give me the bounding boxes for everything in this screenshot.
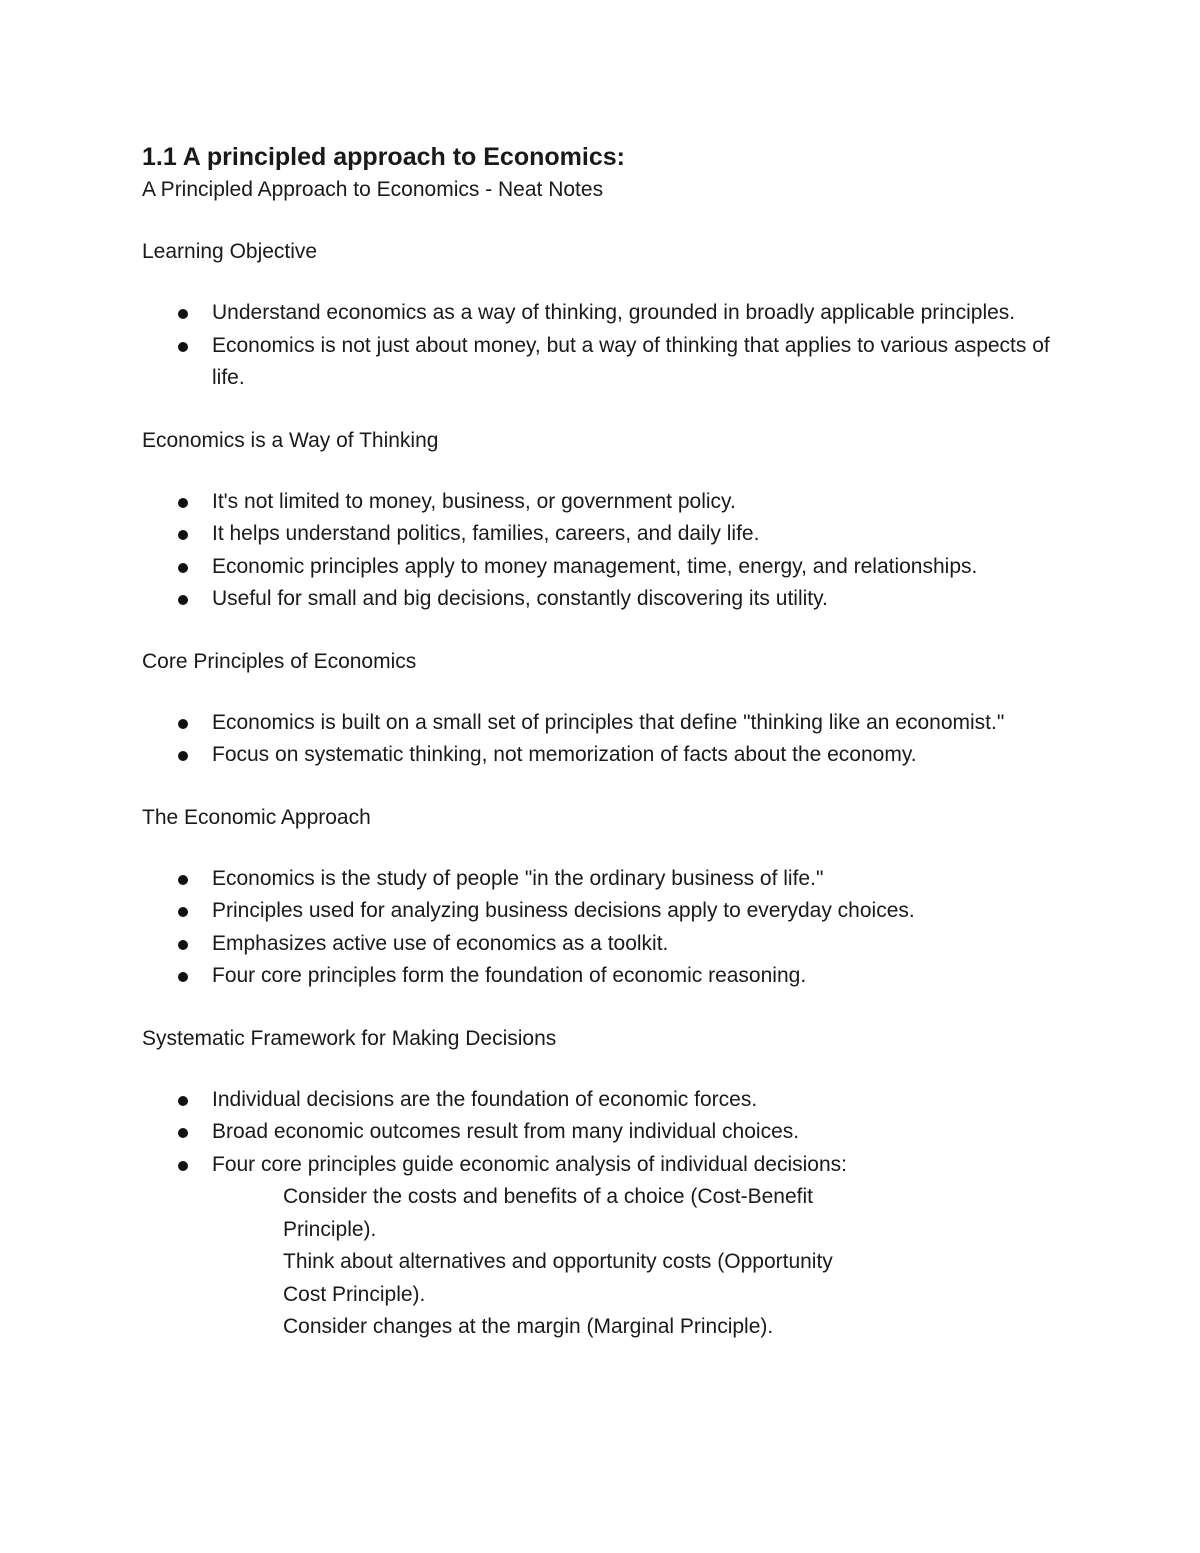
list-item xyxy=(142,707,1072,740)
list-item xyxy=(142,863,1072,896)
list-item xyxy=(142,960,1072,993)
list-item xyxy=(142,486,1072,519)
list-item-text: Understand economics as a way of thinking, grounded in broadly applicable principles. xyxy=(212,301,1016,324)
list-item xyxy=(142,895,1072,928)
bullet-dot-icon xyxy=(178,309,188,319)
bullet-list xyxy=(142,297,1062,395)
bullet-dot-icon xyxy=(178,1161,188,1171)
list-item-text: Useful for small and big decisions, constantly discovering its utility. xyxy=(212,587,828,610)
list-item-text: Economics is not just about money, but a way of thinking that applies to various aspects of life. xyxy=(212,333,1050,389)
list-item-text: Emphasizes active use of economics as a toolkit. xyxy=(212,931,669,955)
bullet-list xyxy=(142,486,1062,616)
sub-list-item: Think about alternatives and opportunity costs (Opportunity Cost Principle). xyxy=(283,1250,833,1306)
list-item xyxy=(142,1084,1072,1117)
bullet-dot-icon xyxy=(178,563,188,573)
section-heading: Learning Objective xyxy=(142,240,318,263)
bullet-dot-icon xyxy=(178,972,188,982)
section-learning-objective xyxy=(142,236,1062,395)
section-way-of-thinking xyxy=(142,425,1062,616)
bullet-dot-icon xyxy=(178,907,188,917)
list-item xyxy=(142,330,1072,395)
document-content xyxy=(142,140,1062,1344)
list-item-text: It's not limited to money, business, or government policy. xyxy=(212,489,736,513)
section-heading: Economics is a Way of Thinking xyxy=(142,428,439,452)
list-item-text: Principles used for analyzing business decisions apply to everyday choices. xyxy=(212,899,915,922)
list-item-text: It helps understand politics, families, careers, and daily life. xyxy=(212,522,760,545)
list-item xyxy=(142,297,1072,330)
section-heading: Core Principles of Economics xyxy=(142,649,417,673)
sub-list-item: Consider changes at the margin (Marginal Principle). xyxy=(283,1315,774,1338)
section-core-principles xyxy=(142,646,1062,772)
section-economic-approach xyxy=(142,802,1062,993)
bullet-dot-icon xyxy=(178,875,188,885)
list-item xyxy=(142,1116,1072,1149)
list-item-text: Four core principles form the foundation of economic reasoning. xyxy=(212,964,807,987)
bullet-dot-icon xyxy=(178,498,188,508)
sub-list-item: Consider the costs and benefits of a choice (Cost-Benefit Principle). xyxy=(283,1185,813,1241)
bullet-dot-icon xyxy=(178,719,188,729)
bullet-dot-icon xyxy=(178,751,188,761)
list-item-text: Economics is the study of people "in the ordinary business of life." xyxy=(212,866,824,890)
list-item xyxy=(142,518,1072,551)
list-item xyxy=(142,928,1072,961)
bullet-dot-icon xyxy=(178,342,188,352)
document-subtitle: A Principled Approach to Economics - Neat Notes xyxy=(142,178,604,201)
bullet-list xyxy=(142,863,1062,993)
bullet-dot-icon xyxy=(178,1096,188,1106)
list-item-text: Focus on systematic thinking, not memorization of facts about the economy. xyxy=(212,743,917,766)
bullet-dot-icon xyxy=(178,1128,188,1138)
list-item xyxy=(142,583,1072,616)
bullet-list xyxy=(142,707,1062,772)
bullet-dot-icon xyxy=(178,940,188,950)
section-systematic-framework xyxy=(142,1023,1062,1344)
document-title: 1.1 A principled approach to Economics: xyxy=(142,143,625,171)
sub-list xyxy=(142,1181,1062,1344)
list-item-text: Four core principles guide economic analysis of individual decisions: xyxy=(212,1152,847,1176)
list-item-text: Economics is built on a small set of principles that define "thinking like an economist." xyxy=(212,710,1005,734)
bullet-list xyxy=(142,1084,1062,1182)
list-item-text: Individual decisions are the foundation of economic forces. xyxy=(212,1087,758,1111)
list-item xyxy=(142,739,1072,772)
bullet-dot-icon xyxy=(178,530,188,540)
bullet-dot-icon xyxy=(178,595,188,605)
section-heading: The Economic Approach xyxy=(142,805,371,829)
section-heading: Systematic Framework for Making Decisions xyxy=(142,1026,557,1050)
list-item-text: Economic principles apply to money management, time, energy, and relationships. xyxy=(212,554,978,578)
list-item-text: Broad economic outcomes result from many individual choices. xyxy=(212,1120,800,1143)
list-item xyxy=(142,551,1072,584)
list-item xyxy=(142,1149,1072,1182)
